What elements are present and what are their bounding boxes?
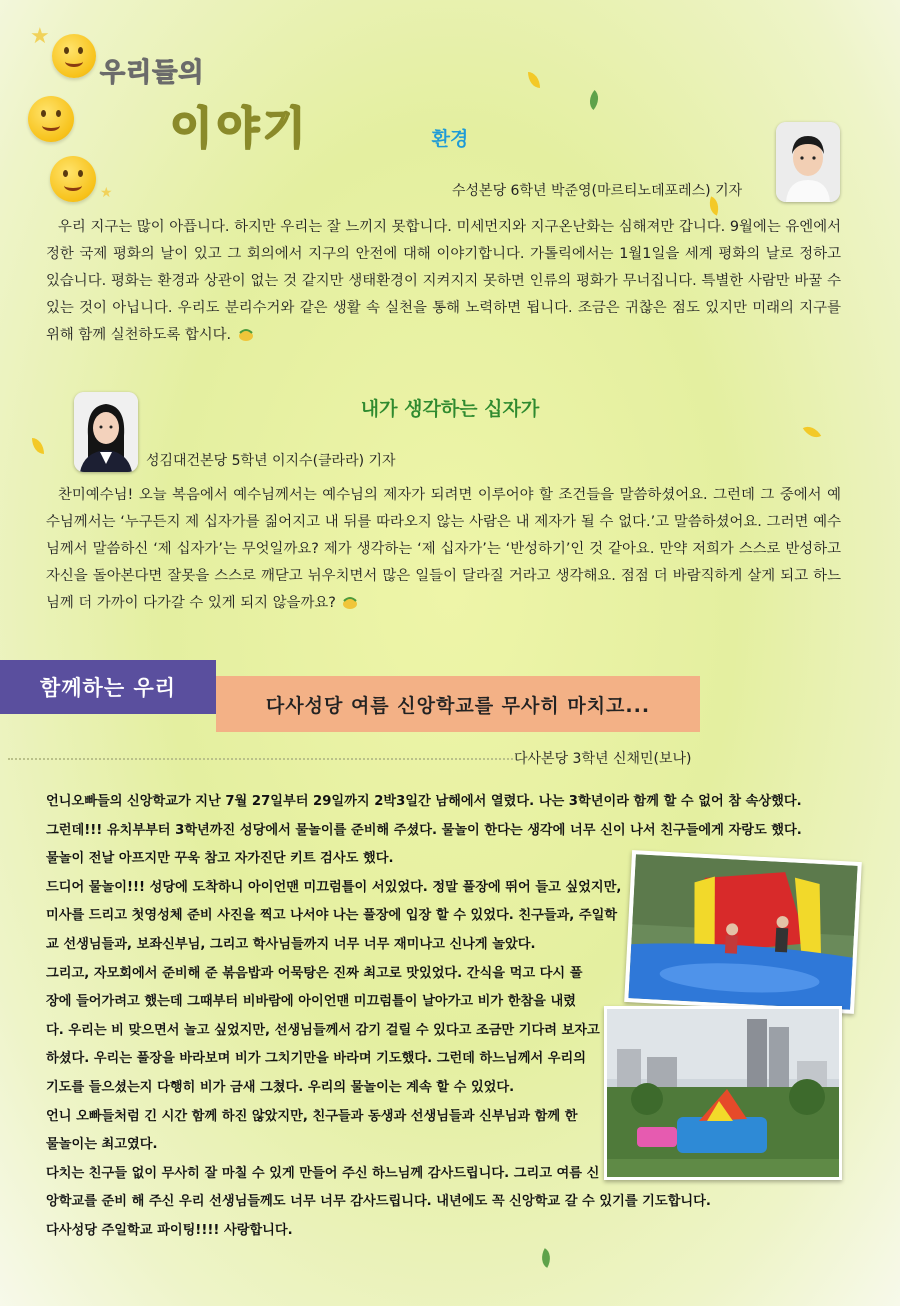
story-body (46, 788, 802, 1246)
story-line: 그런데!!! 유치부부터 3학년까진 성당에서 물놀이를 준비해 주셨다. 물놀이 한다는 생각에 너무 신이 나서 친구들에게 자랑도 했다. (46, 822, 802, 838)
story-line: 물놀이는 최고였다. (46, 1137, 158, 1153)
story-line: 장에 들어가려고 했는데 그때부터 비바람에 아이언맨 미끄럼틀이 날아가고 비가 한참을 내렸 (46, 994, 576, 1010)
story-line: 언니 오빠들처럼 긴 시간 함께 하진 않았지만, 친구들과 동생과 선생님들과 신부님과 함께 한 (46, 1108, 578, 1124)
story-line: 교 선생님들과, 보좌신부님, 그리고 학사님들까지 너무 너무 재미나고 신나게 놀았다. (46, 936, 536, 952)
header-title-big: 이야기 (170, 103, 310, 154)
leaf-icon (803, 422, 821, 442)
story-line: 기도를 들으셨는지 다행히 비가 금새 그쳤다. 우리의 물놀이는 계속 할 수 있었다. (46, 1079, 515, 1095)
story-line: 앙학교를 준비 해 주신 우리 선생님들께도 너무 너무 감사드립니다. 내년에도 꼭 신앙학교 갈 수 있기를 기도합니다. (46, 1194, 711, 1210)
story-line: 다. 우리는 비 맞으면서 놀고 싶었지만, 선생님들께서 감기 걸릴 수 있다고 조금만 기다려 보자고 (46, 1022, 600, 1038)
leaf-icon (32, 438, 44, 454)
leaf-end-icon (236, 327, 256, 343)
story-headline: 다사성당 여름 신앙학교를 무사히 마치고... (216, 676, 700, 732)
star-icon: ★ (100, 185, 113, 201)
smiley-icon (28, 96, 74, 142)
story-byline: 다사본당 3학년 신채민(보나) (514, 751, 692, 767)
article-body-text: 찬미예수님! 오늘 복음에서 예수님께서는 예수님의 제자가 되려면 이루어야 할 조건들을 말씀하셨어요. 그런데 그 중에서 예수님께서는 ‘누구든지 제 십자가를 짊어지고 내 뒤를 따라오지 않는 사람은 내 제자가 될 수 없다.’고 말씀하셨어요. 그러면 예수님께서 말씀하신 ‘제 십자가’는 무엇일까요? 제가 생각하는 ‘제 십자가’는 ‘반성하기’인 것 같아요. 만약 저희가 스스로 반성하고 자신을 돌아본다면 잘못을 스스로 깨닫고 뉘우치면서 많은 일들이 달라질 거라고 생각해요. 점점 더 바람직하게 살게 되고 하느님께 더 가까이 다가갈 수 있게 되지 않을까요? (46, 487, 841, 611)
article-byline: 성김대건본당 5학년 이지수(클라라) 기자 (146, 453, 396, 469)
reporter-photo (74, 392, 138, 472)
leaf-icon (528, 72, 540, 88)
smiley-icon (52, 34, 96, 78)
leaf-icon (537, 1248, 555, 1268)
leaf-icon (584, 90, 603, 110)
header-title-small: 우리들의 (100, 58, 205, 88)
star-icon: ★ (30, 24, 50, 49)
article-byline: 수성본당 6학년 박준영(마르티노데포레스) 기자 (452, 183, 743, 199)
article-title: 환경 (431, 128, 469, 150)
story-line: 언니오빠들의 신앙학교가 지난 7월 27일부터 29일까지 2박3일간 남해에서 열렸다. 나는 3학년이라 함께 할 수 없어 참 속상했다. (46, 794, 802, 809)
reporter-photo (776, 122, 840, 202)
story-line: 다치는 친구들 없이 무사히 잘 마칠 수 있게 만들어 주신 하느님께 감사드립니다. 그리고 여름 신 (46, 1165, 600, 1181)
divider (8, 758, 513, 760)
section-tag: 함께하는 우리 (0, 660, 216, 714)
story-line: 드디어 물놀이!!! 성당에 도착하니 아이언맨 미끄럼틀이 서있었다. 정말 풀장에 뛰어 들고 싶었지만, (46, 879, 622, 895)
story-line: 미사를 드리고 첫영성체 준비 사진을 찍고 나서야 나는 풀장에 입장 할 수 있었다. 친구들과, 주일학 (46, 908, 618, 924)
story-line: 다사성당 주일학교 파이팅!!!! 사랑합니다. (46, 1222, 293, 1238)
leaf-end-icon (340, 595, 360, 611)
article-body-text: 우리 지구는 많이 아픕니다. 하지만 우리는 잘 느끼지 못합니다. 미세먼지와 지구온난화는 심해져만 갑니다. 9월에는 유엔에서 정한 국제 평화의 날이 있고 그 회의에서 지구의 안전에 대해 이야기합니다. 가톨릭에서는 1월1일을 세계 평화의 날로 정하고 있습니다. 평화는 환경과 상관이 없는 것 같지만 생태환경이 지켜지지 못하면 인류의 평화가 무너집니다. 특별한 사람만 바꿀 수 있는 것이 아닙니다. 우리도 분리수거와 같은 생활 속 실천을 통해 노력하면 됩니다. 조금은 귀찮은 점도 있지만 미래의 지구를 위해 함께 실천하도록 합시다. (46, 219, 841, 343)
smiley-icon (50, 156, 96, 202)
article-body (46, 482, 841, 617)
article-title: 내가 생각하는 십자가 (360, 398, 540, 420)
article-body (46, 214, 841, 349)
story-line: 하셨다. 우리는 풀장을 바라보며 비가 그치기만을 바라며 기도했다. 그런데 하느님께서 우리의 (46, 1051, 587, 1067)
story-line: 그리고, 자모회에서 준비해 준 볶음밥과 어묵탕은 진짜 최고로 맛있었다. 간식을 먹고 다시 풀 (46, 965, 583, 981)
story-line: 물놀이 전날 아프지만 꾸욱 참고 자가진단 키트 검사도 했다. (46, 851, 394, 867)
